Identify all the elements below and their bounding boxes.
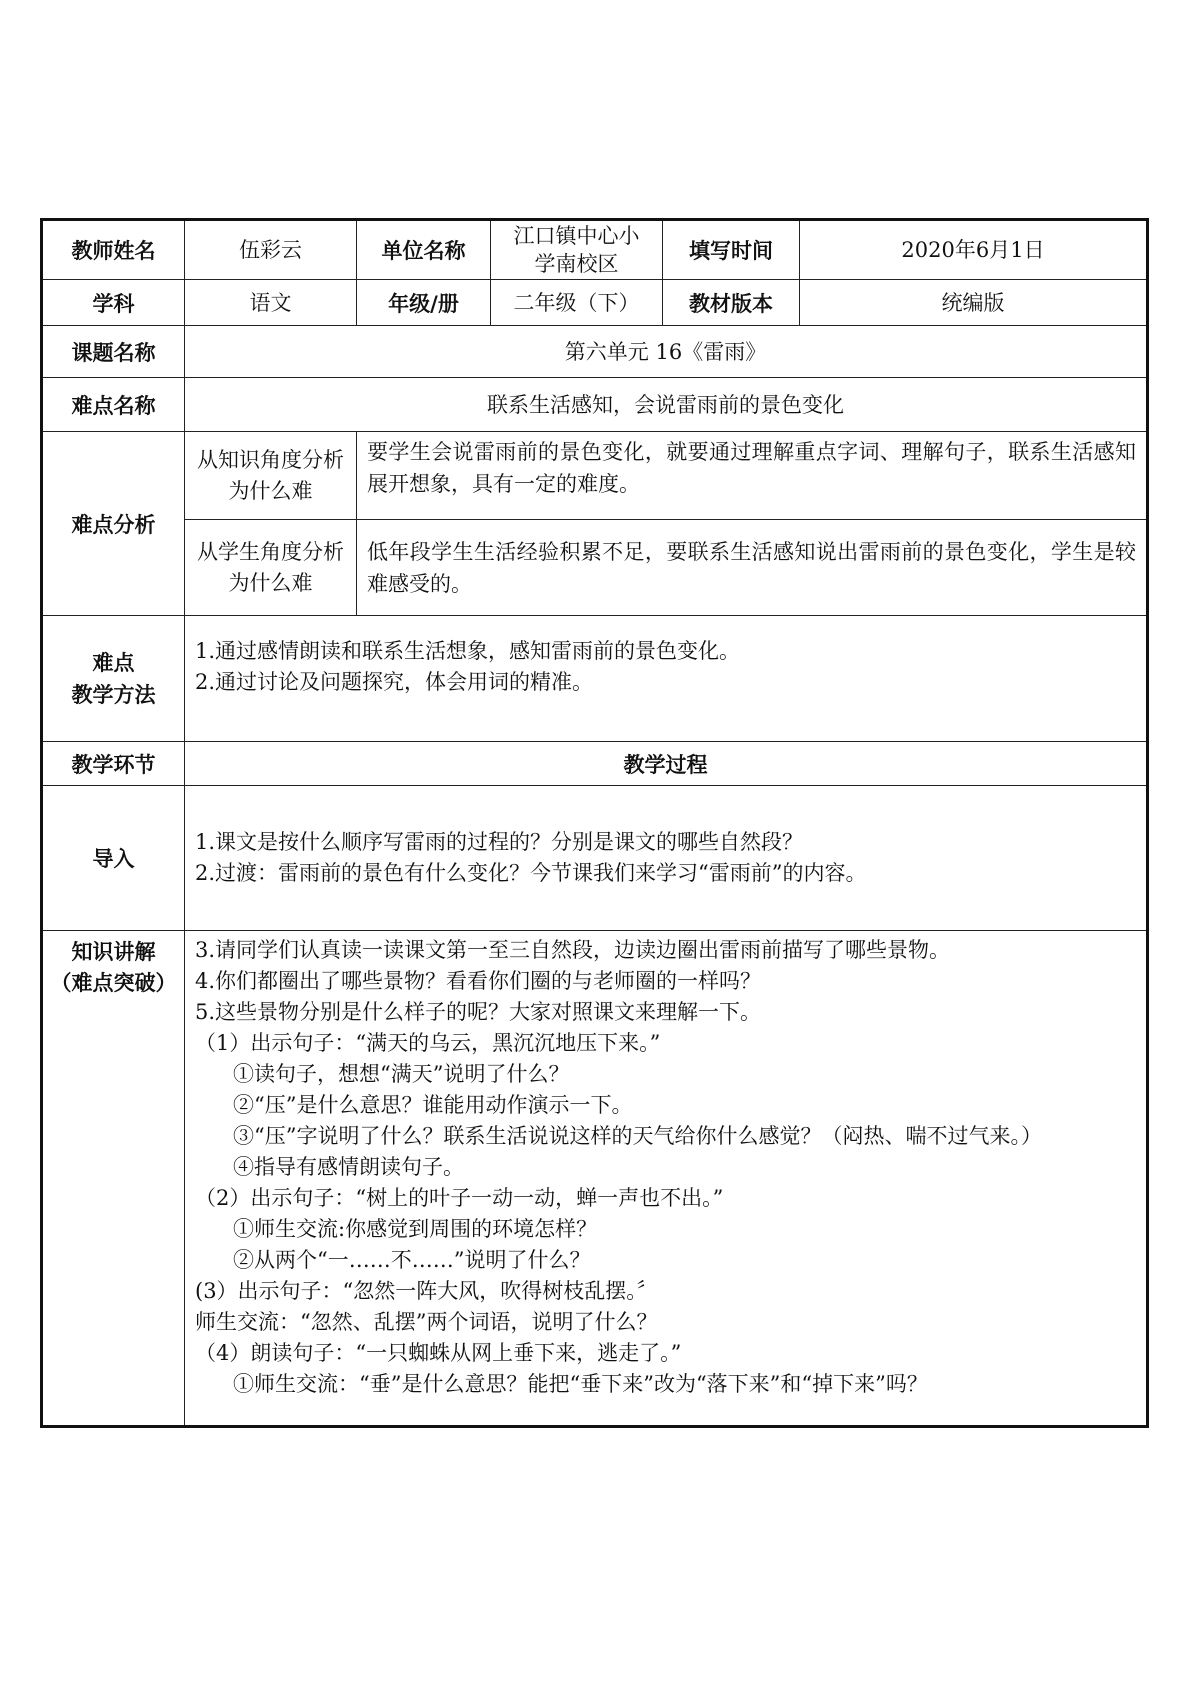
knowledge-line: ①师生交流：“垂”是什么意思？能把“垂下来”改为“落下来”和“掉下来”吗？	[233, 1372, 928, 1396]
date-value: 2020年6月1日	[800, 220, 1148, 280]
intro-item: 2.过渡：雷雨前的景色有什么变化？今节课我们来学习“雷雨前”的内容。	[195, 861, 867, 885]
analysis-row-knowledge	[42, 432, 1148, 520]
method-label	[42, 616, 185, 742]
analysis-label: 难点分析	[42, 432, 185, 616]
unit-name-value: 江口镇中心小学南校区	[491, 220, 663, 280]
knowledge-line: (3）出示句子：“忽然一阵大风，吹得树枝乱摆。〞	[195, 1279, 658, 1303]
edition-label: 教材版本	[663, 280, 800, 326]
method-label-line1: 难点	[92, 650, 135, 675]
knowledge-label-line1: 知识讲解	[71, 940, 156, 964]
knowledge-line: ②从两个“一……不……”说明了什么？	[233, 1248, 591, 1272]
subject-value: 语文	[185, 280, 357, 326]
method-label-line2: 教学方法	[71, 682, 156, 707]
knowledge-content	[185, 931, 1148, 1427]
teacher-name-label: 教师姓名	[42, 220, 185, 280]
knowledge-label-line2: （难点突破）	[50, 971, 177, 995]
intro-item: 1.课文是按什么顺序写雷雨的过程的？分别是课文的哪些自然段？	[195, 830, 804, 854]
knowledge-line: ①读句子，想想“满天”说明了什么？	[233, 1062, 570, 1086]
knowledge-line: 4.你们都圈出了哪些景物？看看你们圈的与老师圈的一样吗？	[195, 969, 762, 993]
knowledge-line: ④指导有感情朗读句子。	[233, 1155, 464, 1179]
knowledge-line: 3.请同学们认真读一读课文第一至三自然段，边读边圈出雷雨前描写了哪些景物。	[195, 938, 951, 962]
intro-list	[185, 786, 1148, 931]
method-item: 1.通过感情朗读和联系生活想象，感知雷雨前的景色变化。	[195, 639, 741, 663]
method-item: 2.通过讨论及问题探究，体会用词的精准。	[195, 670, 594, 694]
knowledge-label	[42, 931, 185, 1427]
unit-name-label: 单位名称	[357, 220, 491, 280]
difficulty-row	[42, 378, 1148, 432]
topic-value: 第六单元 16《雷雨》	[185, 326, 1148, 378]
method-row	[42, 616, 1148, 742]
knowledge-line: ①师生交流:你感觉到周围的环境怎样？	[233, 1217, 598, 1241]
header-row-1	[42, 220, 1148, 280]
lesson-plan-table	[40, 218, 1149, 1428]
topic-label: 课题名称	[42, 326, 185, 378]
method-list	[185, 616, 1148, 742]
teacher-name-value: 伍彩云	[185, 220, 357, 280]
knowledge-line: （1）出示句子：“满天的乌云，黑沉沉地压下来。”	[195, 1031, 661, 1055]
teaching-process-label: 教学过程	[185, 742, 1148, 786]
analysis-row-student	[42, 520, 1148, 616]
grade-value: 二年级（下）	[491, 280, 663, 326]
knowledge-row	[42, 931, 1148, 1427]
difficulty-value: 联系生活感知，会说雷雨前的景色变化	[185, 378, 1148, 432]
intro-label: 导入	[42, 786, 185, 931]
subject-label: 学科	[42, 280, 185, 326]
date-label: 填写时间	[663, 220, 800, 280]
lesson-plan-document	[40, 218, 1146, 1428]
header-row-2	[42, 280, 1148, 326]
student-angle-text: 低年段学生生活经验积累不足，要联系生活感知说出雷雨前的景色变化，学生是较难感受的。	[357, 520, 1148, 616]
process-header-row	[42, 742, 1148, 786]
knowledge-line: 5.这些景物分别是什么样子的呢？大家对照课文来理解一下。	[195, 1000, 762, 1024]
knowledge-line: 师生交流：“忽然、乱摆”两个词语，说明了什么？	[195, 1310, 658, 1334]
knowledge-line: （2）出示句子：“树上的叶子一动一动，蝉一声也不出。”	[195, 1186, 724, 1210]
topic-row	[42, 326, 1148, 378]
knowledge-line: ②“压”是什么意思？谁能用动作演示一下。	[233, 1093, 633, 1117]
knowledge-angle-text: 要学生会说雷雨前的景色变化，就要通过理解重点字词、理解句子，联系生活感知展开想象，具有一定的难度。	[357, 432, 1148, 520]
edition-value: 统编版	[800, 280, 1148, 326]
knowledge-line: ③“压”字说明了什么？联系生活说说这样的天气给你什么感觉？（闷热、喘不过气来。）	[233, 1124, 1042, 1148]
intro-row	[42, 786, 1148, 931]
teaching-step-label: 教学环节	[42, 742, 185, 786]
grade-label: 年级/册	[357, 280, 491, 326]
knowledge-line: （4）朗读句子：“一只蜘蛛从网上垂下来，逃走了。”	[195, 1341, 682, 1365]
student-angle-label: 从学生角度分析为什么难	[185, 520, 357, 616]
difficulty-label: 难点名称	[42, 378, 185, 432]
knowledge-angle-label: 从知识角度分析为什么难	[185, 432, 357, 520]
